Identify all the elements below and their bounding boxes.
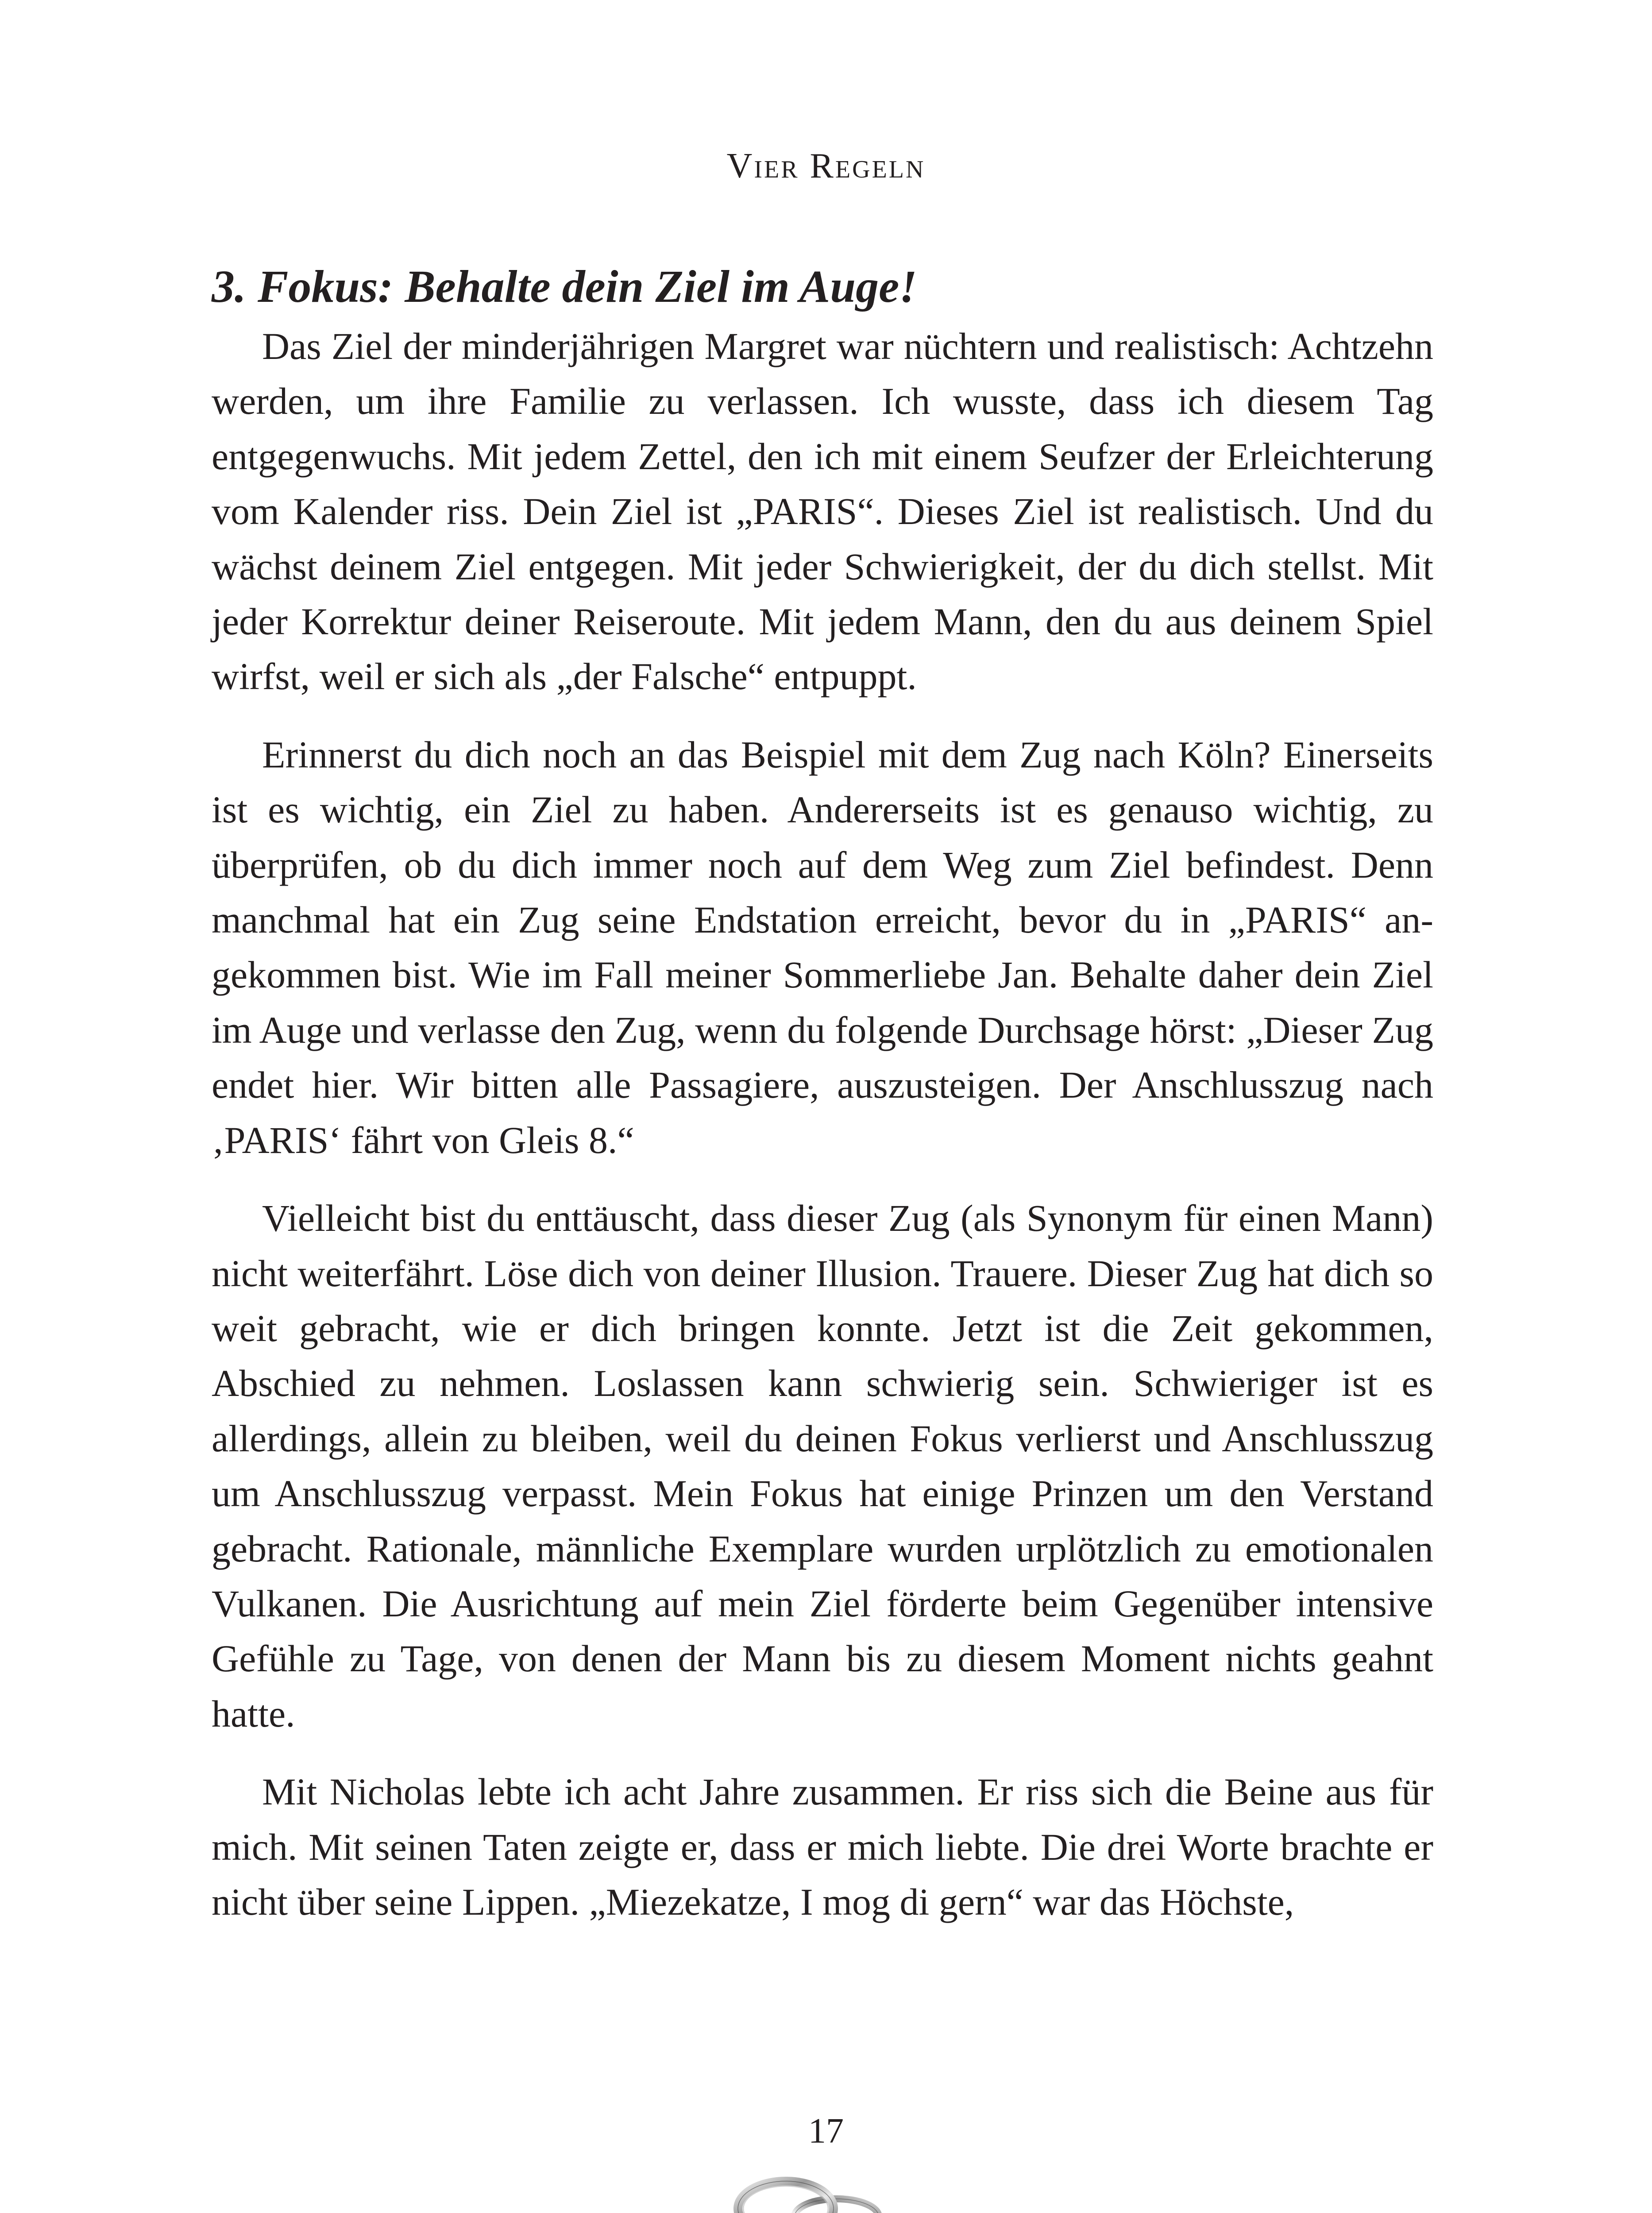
paragraph: Erinnerst du dich noch an das Beispiel mit dem Zug nach Köln? Einerseits ist es wichtig, ein Ziel zu haben. Andererseits ist es genauso wichtig, zu überprüfen, ob du dich immer noch auf dem Weg zum Ziel befindest. Denn manchmal hat ein Zug seine Endstation erreicht, bevor du in „PARIS“ angekommen bist. Wie im Fall meiner Sommerliebe Jan. Behalte daher dein Ziel im Auge und verlasse den Zug, wenn du folgende Durchsage hörst: „Dieser Zug endet hier. Wir bitten alle Passagiere, auszusteigen. Der Anschlusszug nach ‚PARIS‘ fährt von Gleis 8.“	[212, 733, 1433, 1161]
paragraph: Vielleicht bist du enttäuscht, dass dieser Zug (als Synonym für einen Mann) nicht weiterfährt. Löse dich von deiner Illusion. Trauere. Dieser Zug hat dich so weit gebracht, wie er dich bringen konnte. Jetzt ist die Zeit gekommen, Abschied zu nehmen. Loslassen kann schwierig sein. Schwieriger ist es allerdings, allein zu bleiben, weil du deinen Fokus verlierst und Anschlusszug um Anschlusszug verpasst. Mein Fokus hat einige Prinzen um den Verstand gebracht. Rationale, männliche Exemplare wurden urplötzlich zu emotionalen Vulkanen. Die Ausrichtung auf mein Ziel förderte beim Gegenüber intensive Gefühle zu Tage, von denen der Mann bis zu diesem Moment nichts geahnt hatte.	[212, 1197, 1433, 1735]
body-text	[212, 256, 1433, 1952]
paragraph: Das Ziel der minderjährigen Margret war nüchtern und realistisch: Achtzehn werden, um ihre Familie zu verlassen. Ich wusste, dass ich diesem Tag entgegenwuchs. Mit jedem Zettel, den ich mit einem Seufzer der Erleichterung vom Kalender riss. Dein Ziel ist „PARIS“. Dieses Ziel ist realistisch. Und du wächst deinem Ziel entgegen. Mit jeder Schwierigkeit, der du dich stellst. Mit jeder Korrektur deiner Reiseroute. Mit jedem Mann, den du aus deinem Spiel wirfst, weil er sich als „der Falsche“ entpuppt.	[212, 325, 1433, 698]
running-head: Vier Regeln	[726, 147, 926, 185]
wedding-rings-icon	[728, 2164, 888, 2213]
section-heading: 3. Fokus: Behalte dein Ziel im Auge!	[212, 261, 917, 312]
page-number: 17	[808, 2112, 844, 2151]
paragraph: Mit Nicholas lebte ich acht Jahre zusammen. Er riss sich die Beine aus für mich. Mit seinen Taten zeigte er, dass er mich liebte. Die drei Worte brachte er nicht über seine Lippen. „Miezekatze, I mog di gern“ war das Höchste,	[212, 1770, 1433, 1923]
